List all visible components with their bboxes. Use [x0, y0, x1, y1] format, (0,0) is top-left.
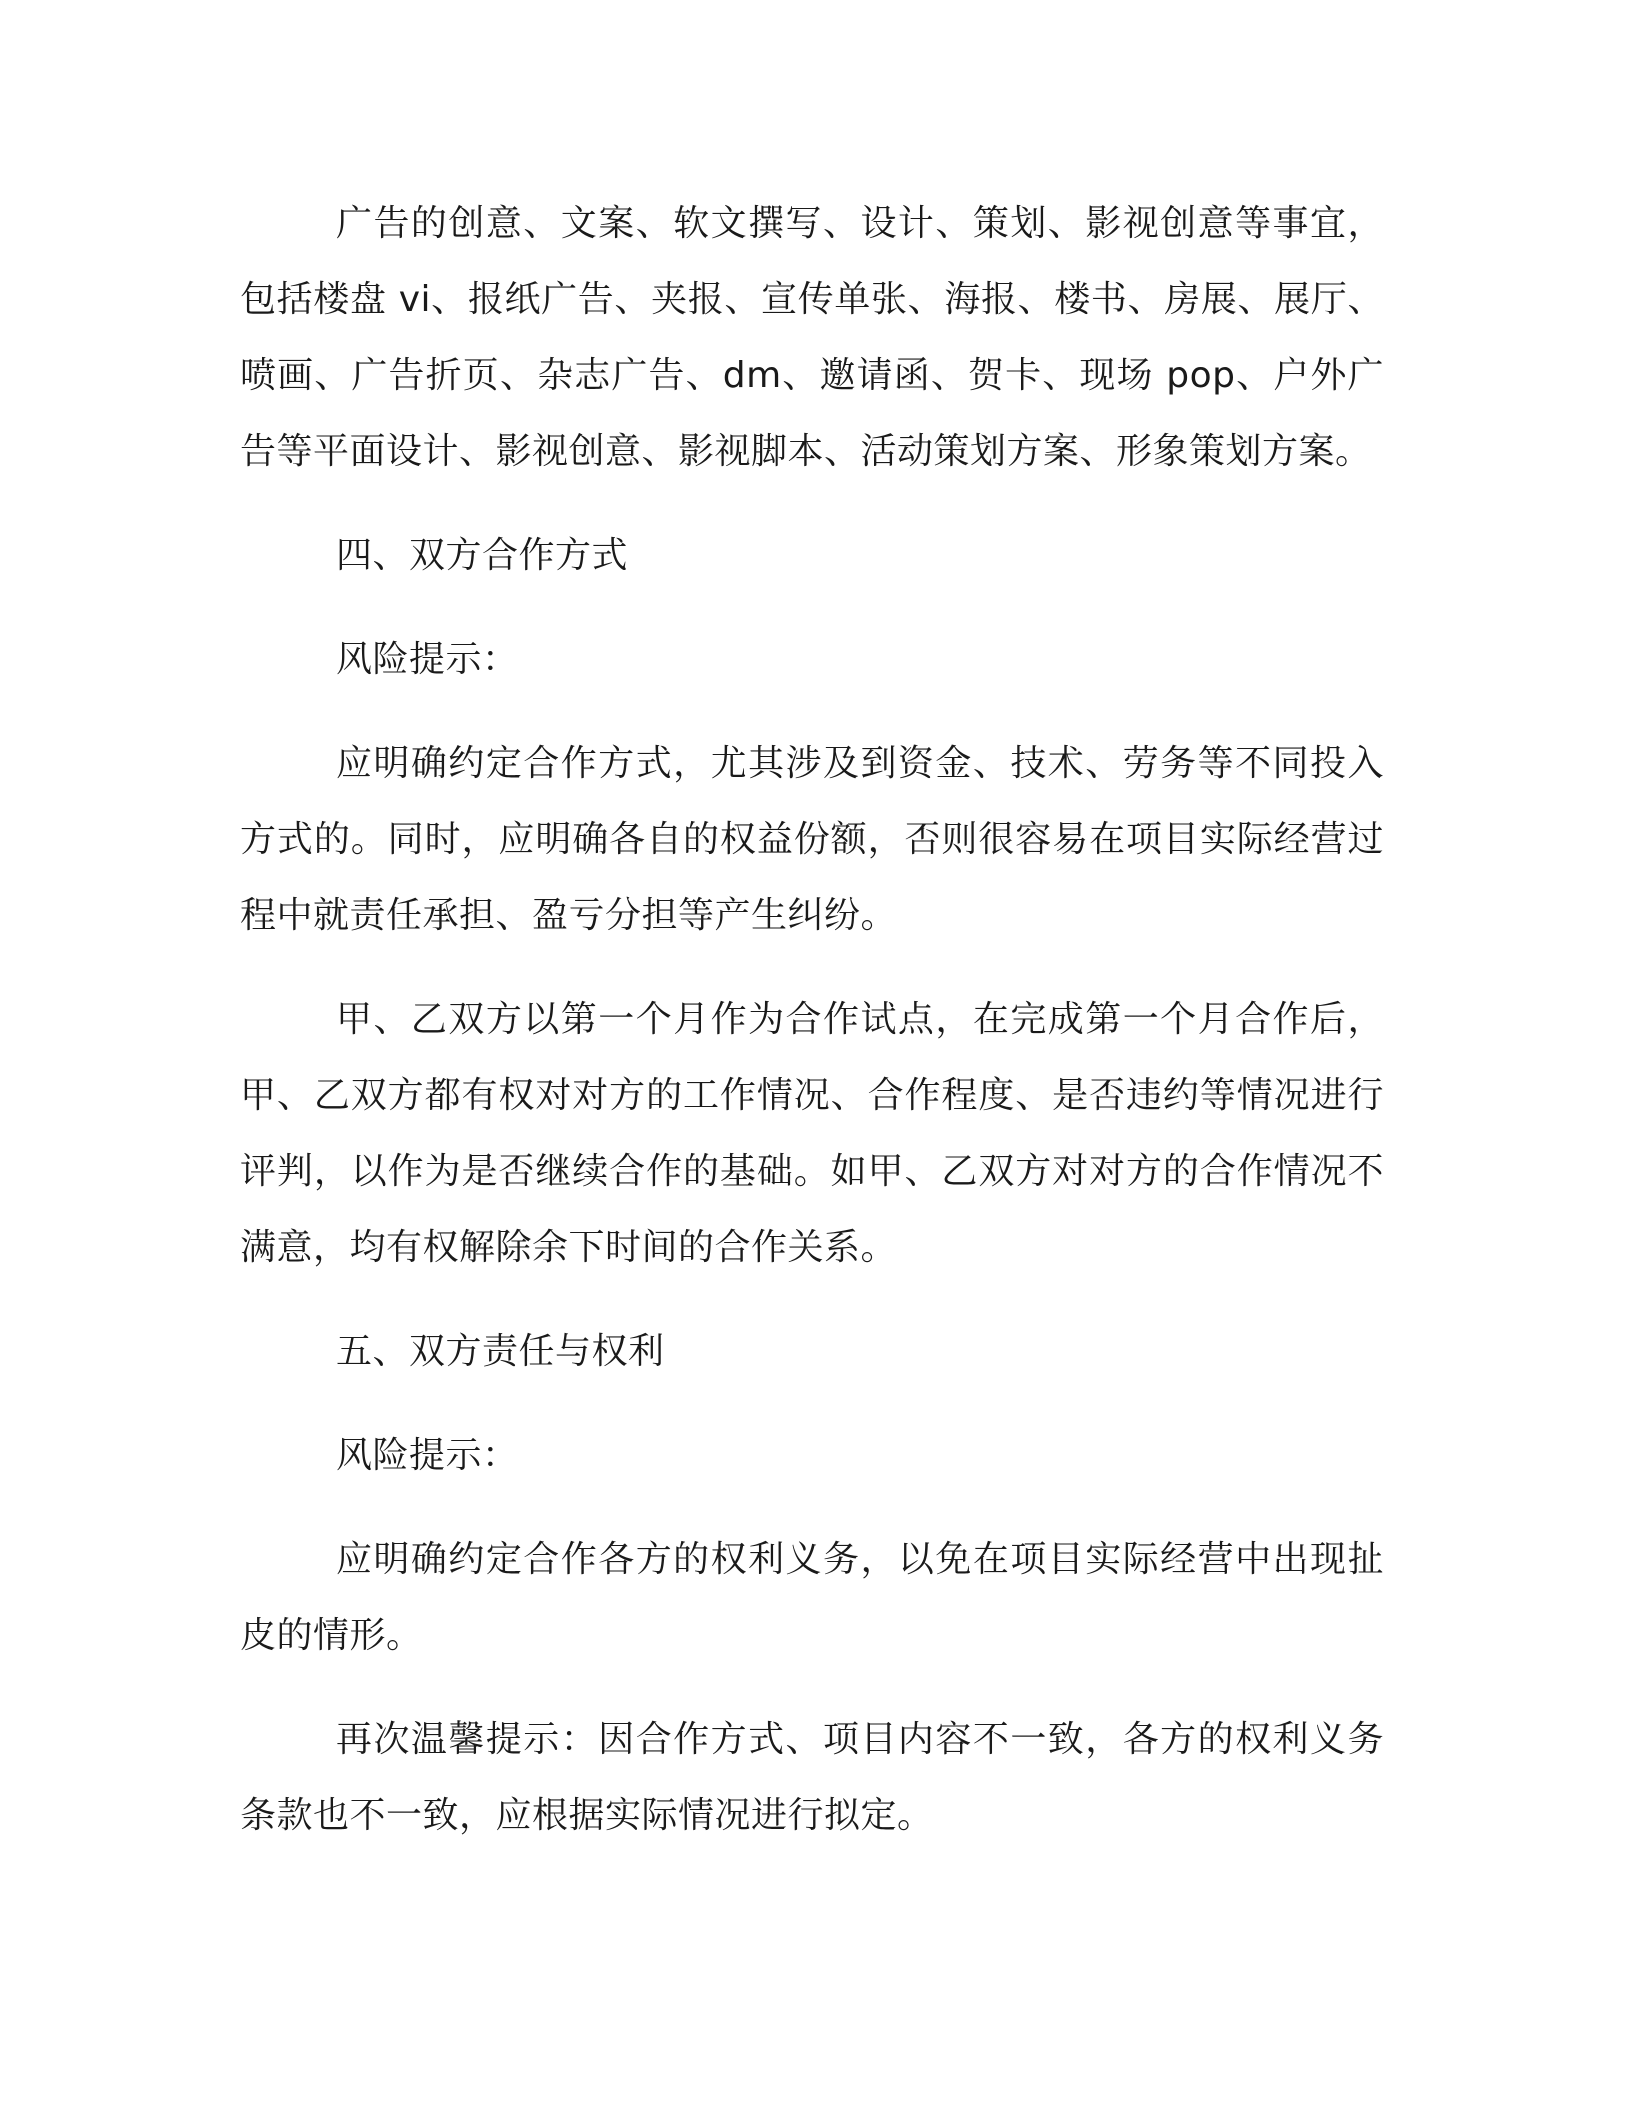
paragraph-scope-items: 广告的创意、文案、软文撰写、设计、策划、影视创意等事宜，包括楼盘 vi、报纸广告、夹报、宣传单张、海报、楼书、房展、展厅、喷画、广告折页、杂志广告、dm、邀请函、贺卡、现场 pop、户外广告等平面设计、影视创意、影视脚本、活动策划方案、形象策划方案。 [240, 203, 1384, 472]
section-heading-cooperation-method: 四、双方合作方式 [336, 535, 629, 576]
paragraph-trial-period: 甲、乙双方以第一个月作为合作试点，在完成第一个月合作后，甲、乙双方都有权对对方的工作情况、合作程度、是否违约等情况进行评判，以作为是否继续合作的基础。如甲、乙双方对对方的合作情况不满意，均有权解除余下时间的合作关系。 [240, 999, 1384, 1268]
section-heading-rights-duties: 五、双方责任与权利 [336, 1331, 665, 1372]
risk-notice-label: 风险提示： [336, 1435, 519, 1476]
risk-notice-label: 风险提示： [336, 639, 519, 680]
paragraph-reminder: 再次温馨提示：因合作方式、项目内容不一致，各方的权利义务条款也不一致，应根据实际情况进行拟定。 [240, 1719, 1384, 1836]
paragraph-rights-risk: 应明确约定合作各方的权利义务，以免在项目实际经营中出现扯皮的情形。 [240, 1539, 1384, 1656]
document-body [240, 186, 1384, 1854]
paragraph-cooperation-risk: 应明确约定合作方式，尤其涉及到资金、技术、劳务等不同投入方式的。同时，应明确各自的权益份额，否则很容易在项目实际经营过程中就责任承担、盈亏分担等产生纠纷。 [240, 743, 1384, 936]
